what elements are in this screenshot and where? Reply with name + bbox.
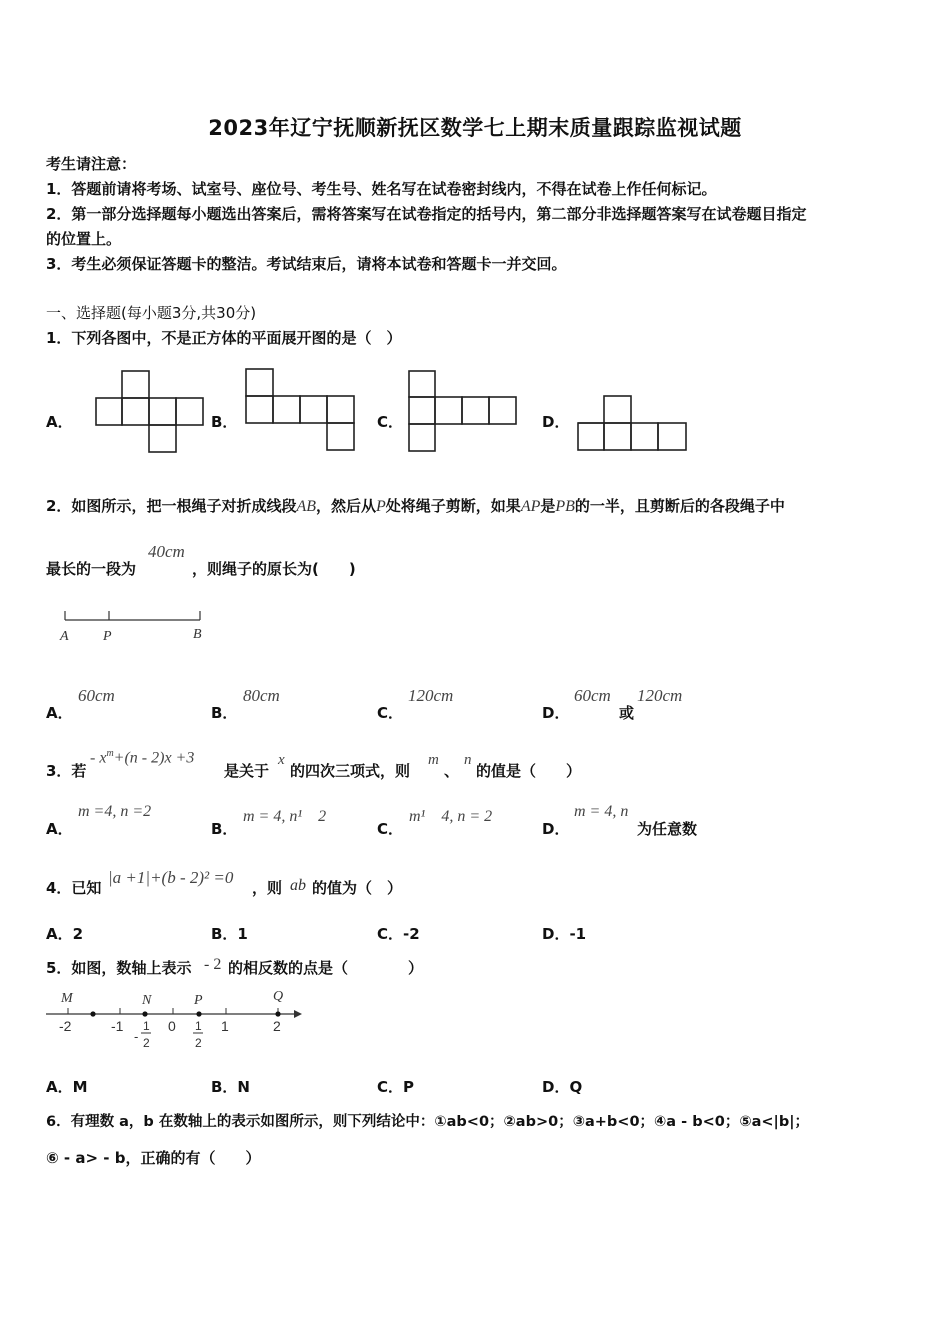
page-title: 2023年辽宁抚顺新抚区数学七上期末质量跟踪监视试题 — [208, 116, 742, 140]
q2-segment-figure — [60, 605, 210, 645]
q4-text-c: 的值为（ ） — [312, 879, 403, 897]
notice-item: 1．答题前请将考场、试室号、座位号、考生号、姓名写在试卷密封线内，不得在试卷上作任何标记。 — [46, 180, 717, 198]
q3-expr-b: +(n - 2)x +3 — [113, 749, 195, 767]
q2-pb: PB — [555, 498, 575, 515]
q5-tick-label: 2 — [273, 1018, 281, 1034]
q2-fig-label-a: A — [60, 629, 69, 644]
q4-prefix: 4．已知 — [46, 879, 102, 897]
q2-text: 2．如图所示，把一根绳子对折成线段 — [46, 497, 297, 515]
q3-m: m — [428, 752, 439, 768]
q4-text-b: ，则 — [252, 879, 283, 897]
q3-expr-sup: m — [106, 748, 114, 759]
q2-length: 40cm — [148, 542, 185, 561]
notice-item: 的位置上。 — [46, 230, 122, 248]
q1-option-b[interactable]: B． — [211, 413, 238, 431]
q3-expression — [90, 748, 194, 767]
q5-option-a[interactable]: A．M — [46, 1078, 88, 1096]
q2-option-a-value: 60cm — [78, 686, 115, 705]
q6-line2: ⑥ - a> - b，正确的有（ ） — [46, 1149, 261, 1167]
q5-frac-num: 1 — [143, 1019, 150, 1033]
q5-tick-label: -2 — [59, 1018, 72, 1034]
notice-item: 3．考生必须保证答题卡的整洁。考试结束后，请将本试卷和答题卡一并交回。 — [46, 255, 567, 273]
q2-line2-a: 最长的一段为 — [46, 560, 137, 578]
q2-ap: AP — [520, 498, 541, 515]
q5-frac-den: 2 — [143, 1036, 150, 1050]
q3-text-c: 的四次三项式，则 — [290, 762, 411, 780]
q4-option-a[interactable]: A．2 — [46, 925, 84, 943]
section-heading: 一、选择题(每小题3分,共30分) — [46, 304, 257, 322]
q5-prefix: 5．如图，数轴上表示 — [46, 959, 192, 977]
q3-sep: 、 — [444, 762, 460, 780]
q5-option-c[interactable]: C．P — [377, 1078, 415, 1096]
q5-point-p: P — [194, 993, 203, 1008]
q2-option-d-or: 或 — [619, 704, 635, 722]
q4-option-c[interactable]: C．-2 — [377, 925, 420, 943]
q2-line1 — [46, 495, 785, 516]
q2-option-c-label[interactable]: C． — [377, 704, 404, 722]
q5-option-b[interactable]: B．N — [211, 1078, 250, 1096]
q3-option-d-label[interactable]: D． — [542, 820, 570, 838]
q3-option-d-tail: 为任意数 — [637, 820, 698, 838]
q5-number: - 2 — [204, 956, 222, 973]
notice-item: 2．第一部分选择题每小题选出答案后，需将答案写在试卷指定的括号内，第二部分非选择题答案写在试卷题目指定 — [46, 205, 807, 223]
q2-option-d-value: 60cm — [574, 686, 611, 705]
q2-option-b-label[interactable]: B． — [211, 704, 238, 722]
q3-option-c-value: m¹ 4, n = 2 — [409, 808, 493, 825]
q5-tick-label: -1 — [111, 1018, 124, 1034]
q5-text-b: 的相反数的点是（ ） — [228, 959, 424, 977]
q5-frac-den: 2 — [195, 1036, 202, 1050]
q5-point-m: M — [61, 991, 73, 1006]
notice-heading: 考生请注意： — [46, 155, 137, 173]
q2-text: ，然后从 — [316, 497, 377, 515]
q4-option-b[interactable]: B．1 — [211, 925, 248, 943]
q2-line2-b: ，则绳子的原长为( ) — [192, 560, 356, 578]
q3-text-d: 的值是（ ） — [476, 762, 582, 780]
q3-x: x — [278, 752, 285, 768]
q5-frac-sign: - — [134, 1029, 139, 1044]
q2-option-c-value: 120cm — [408, 686, 454, 705]
q1-figure-d — [577, 395, 689, 451]
q2-option-d-value2: 120cm — [637, 686, 683, 705]
q5-number-line — [44, 985, 304, 1055]
q1-figure-b — [245, 368, 355, 452]
q5-tick-label: 1 — [221, 1018, 229, 1034]
q2-fig-label-b: B — [193, 627, 202, 642]
q4-option-d[interactable]: D．-1 — [542, 925, 587, 943]
q3-option-a-label[interactable]: A． — [46, 820, 73, 838]
q2-ab: AB — [296, 498, 316, 515]
q5-frac-num: 1 — [195, 1019, 202, 1033]
q5-point-n: N — [142, 993, 152, 1008]
q5-point-q: Q — [273, 989, 284, 1004]
q1-option-c[interactable]: C． — [377, 413, 404, 431]
q4-ab: ab — [290, 877, 306, 894]
q2-text: 处将绳子剪断，如果 — [385, 497, 521, 515]
q2-text: 是 — [540, 497, 556, 515]
q1-figure-a — [95, 370, 205, 452]
q3-n: n — [464, 752, 472, 768]
q2-option-b-value: 80cm — [243, 686, 280, 705]
q6-line1: 6．有理数 a，b 在数轴上的表示如图所示，则下列结论中：①ab<0；②ab>0；③a+b<0；④a - b<0；⑤a<|b|； — [46, 1114, 810, 1130]
q2-option-d-label[interactable]: D． — [542, 704, 570, 722]
q2-fig-label-p: P — [103, 629, 112, 644]
q3-prefix: 3．若 — [46, 762, 87, 780]
q3-expr-a: - x — [90, 749, 107, 767]
q1-option-d[interactable]: D． — [542, 413, 570, 431]
q5-tick-label: 0 — [168, 1018, 176, 1034]
q4-expression: |a +1|+(b - 2)² =0 — [108, 868, 234, 887]
q3-option-a-value: m =4, n =2 — [78, 803, 152, 820]
q3-option-b-value: m = 4, n¹ 2 — [243, 808, 327, 825]
q2-option-a-label[interactable]: A． — [46, 704, 73, 722]
q1-figure-c — [408, 370, 518, 452]
q2-text: 的一半，且剪断后的各段绳子中 — [574, 497, 785, 515]
q5-option-d[interactable]: D．Q — [542, 1078, 583, 1096]
q1-option-a[interactable]: A． — [46, 413, 73, 431]
q3-option-c-label[interactable]: C． — [377, 820, 404, 838]
q3-option-d-value: m = 4, n — [574, 803, 629, 820]
q3-text-b: 是关于 — [224, 762, 270, 780]
q2-p: P — [376, 498, 386, 515]
q3-option-b-label[interactable]: B． — [211, 820, 238, 838]
q1-stem: 1．下列各图中，不是正方体的平面展开图的是（ ） — [46, 329, 402, 347]
